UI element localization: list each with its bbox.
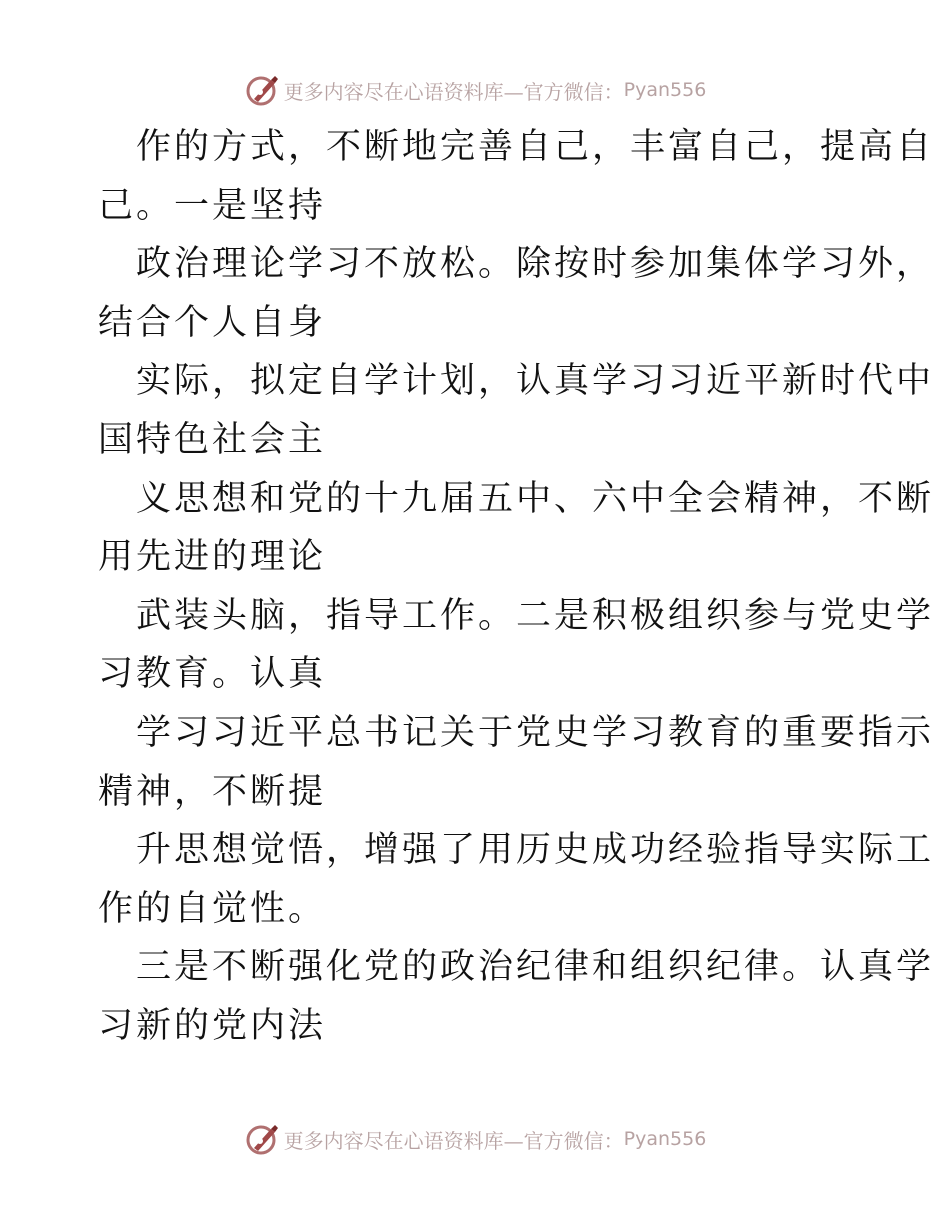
watermark-wechat-id: Pyan556 (623, 1128, 707, 1150)
text-line: 政治理论学习不放松。除按时参加集体学习外， (136, 244, 935, 285)
text-line: 国特色社会主 (98, 419, 327, 460)
watermark-wechat-id: Pyan556 (623, 79, 707, 101)
text-line: 实际，拟定自学计划，认真学习习近平新时代中 (136, 361, 935, 402)
body-text (98, 118, 935, 1056)
pen-logo-icon (244, 72, 280, 108)
text-line: 结合个人自身 (98, 302, 327, 343)
text-line: 作的自觉性。 (98, 888, 327, 929)
text-line: 作的方式，不断地完善自己，丰富自己，提高自 (136, 127, 935, 167)
pen-logo-icon (244, 1121, 280, 1157)
watermark-text: 更多内容尽在心语资料库—官方微信： (283, 1128, 624, 1153)
text-line: 习新的党内法 (98, 1005, 327, 1046)
text-line: 精神，不断提 (98, 771, 327, 812)
text-line: 用先进的理论 (98, 537, 327, 578)
text-line: 己。一是坚持 (98, 185, 327, 226)
text-line: 义思想和党的十九届五中、六中全会精神，不断 (136, 478, 935, 519)
footer-watermark (0, 1119, 950, 1159)
text-line: 三是不断强化党的政治纪律和组织纪律。认真学 (136, 947, 935, 988)
text-line: 升思想觉悟，增强了用历史成功经验指导实际工 (136, 830, 935, 871)
text-line: 武装头脑，指导工作。二是积极组织参与党史学 (136, 595, 935, 636)
text-line: 习教育。认真 (98, 654, 327, 695)
text-line: 学习习近平总书记关于党史学习教育的重要指示 (136, 712, 935, 753)
watermark-text: 更多内容尽在心语资料库—官方微信： (283, 79, 624, 104)
header-watermark (0, 70, 950, 110)
